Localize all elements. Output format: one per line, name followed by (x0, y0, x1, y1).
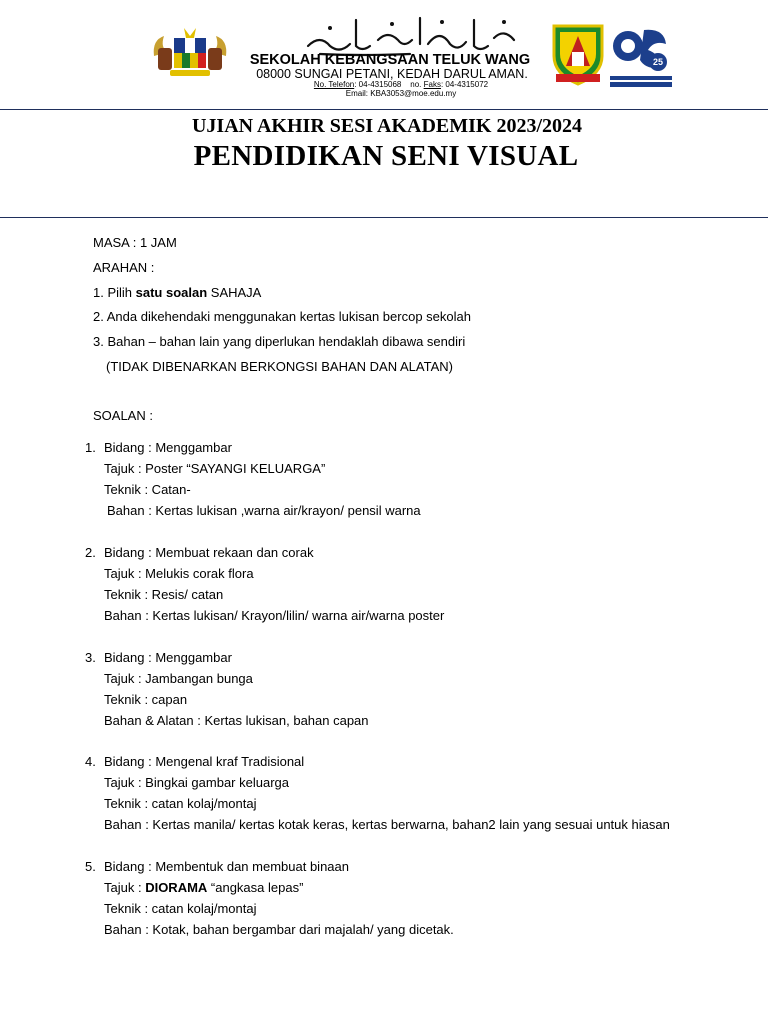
question-3-number: 3. (85, 650, 96, 665)
question-5-bahan: Bahan : Kotak, bahan bergambar dari majalah/ yang dicetak. (104, 922, 454, 937)
letterhead (0, 0, 768, 110)
instructions-heading: ARAHAN : (93, 260, 155, 275)
question-3-bahan: Bahan & Alatan : Kertas lukisan, bahan capan (104, 713, 369, 728)
question-4-number: 4. (85, 754, 96, 769)
instruction-2: 2. Anda dikehendaki menggunakan kertas lukisan bercop sekolah (93, 309, 471, 324)
fax-label: Faks (423, 80, 441, 89)
question-2-bidang: Bidang : Membuat rekaan dan corak (104, 545, 314, 560)
question-1-bidang: Bidang : Menggambar (104, 440, 232, 455)
instruction-3: 3. Bahan – bahan lain yang diperlukan hendaklah dibawa sendiri (93, 334, 466, 349)
question-3-tajuk: Tajuk : Jambangan bunga (104, 671, 253, 686)
malaysia-crest-icon (150, 26, 230, 82)
question-5-tajuk: Tajuk : DIORAMA “angkasa lepas” (104, 880, 304, 895)
school-email: Email: KBA3053@moe.edu.my (345, 89, 457, 98)
instruction-1: 1. Pilih satu soalan SAHAJA (93, 285, 262, 300)
jawi-calligraphy-icon (300, 10, 520, 58)
logo3-number: 25 (652, 57, 664, 67)
question-4-bahan: Bahan : Kertas manila/ kertas kotak keras, kertas berwarna, bahan2 lain yang sesuai untuk hiasan (104, 817, 670, 832)
instruction-3-note: (TIDAK DIBENARKAN BERKONGSI BAHAN DAN ALATAN) (106, 359, 453, 374)
question-4-bidang: Bidang : Mengenal kraf Tradisional (104, 754, 305, 769)
title-divider (0, 217, 768, 218)
question-3-bidang: Bidang : Menggambar (104, 650, 232, 665)
question-2-tajuk: Tajuk : Melukis corak flora (104, 566, 254, 581)
question-4-teknik: Teknik : catan kolaj/montaj (104, 796, 257, 811)
school-address: 08000 SUNGAI PETANI, KEDAH DARUL AMAN. (256, 67, 528, 81)
school-contact (270, 80, 532, 89)
question-5-bidang: Bidang : Membentuk dan membuat binaan (104, 859, 349, 874)
exam-title: UJIAN AKHIR SESI AKADEMIK 2023/2024 (191, 115, 583, 137)
question-3-teknik: Teknik : capan (104, 692, 188, 707)
exam-duration: MASA : 1 JAM (93, 235, 177, 250)
question-4-tajuk: Tajuk : Bingkai gambar keluarga (104, 775, 289, 790)
header-divider (0, 109, 768, 110)
question-2-bahan: Bahan : Kertas lukisan/ Krayon/lilin/ warna air/warna poster (104, 608, 445, 623)
question-2-teknik: Teknik : Resis/ catan (104, 587, 224, 602)
question-5-teknik: Teknik : catan kolaj/montaj (104, 901, 257, 916)
question-1-number: 1. (85, 440, 96, 455)
question-2-number: 2. (85, 545, 96, 560)
ppd-emblem-icon (610, 24, 672, 88)
fax-prefix: no. (410, 80, 424, 89)
question-1-teknik: Teknik : Catan- (104, 482, 191, 497)
fax-value: : 04-4315072 (440, 80, 489, 89)
question-1-tajuk: Tajuk : Poster “SAYANGI KELUARGA” (104, 461, 326, 476)
school-name: SEKOLAH KEBANGSAAN TELUK WANG (249, 52, 531, 68)
question-1-bahan: Bahan : Kertas lukisan ,warna air/krayon/ pensil warna (107, 503, 421, 518)
question-5-number: 5. (85, 859, 96, 874)
subject-title: PENDIDIKAN SENI VISUAL (193, 140, 579, 172)
school-shield-icon (550, 22, 606, 86)
phone-label: No. Telefon (313, 80, 355, 89)
questions-heading: SOALAN : (93, 408, 153, 423)
phone-value: : 04-4315068 (354, 80, 402, 89)
